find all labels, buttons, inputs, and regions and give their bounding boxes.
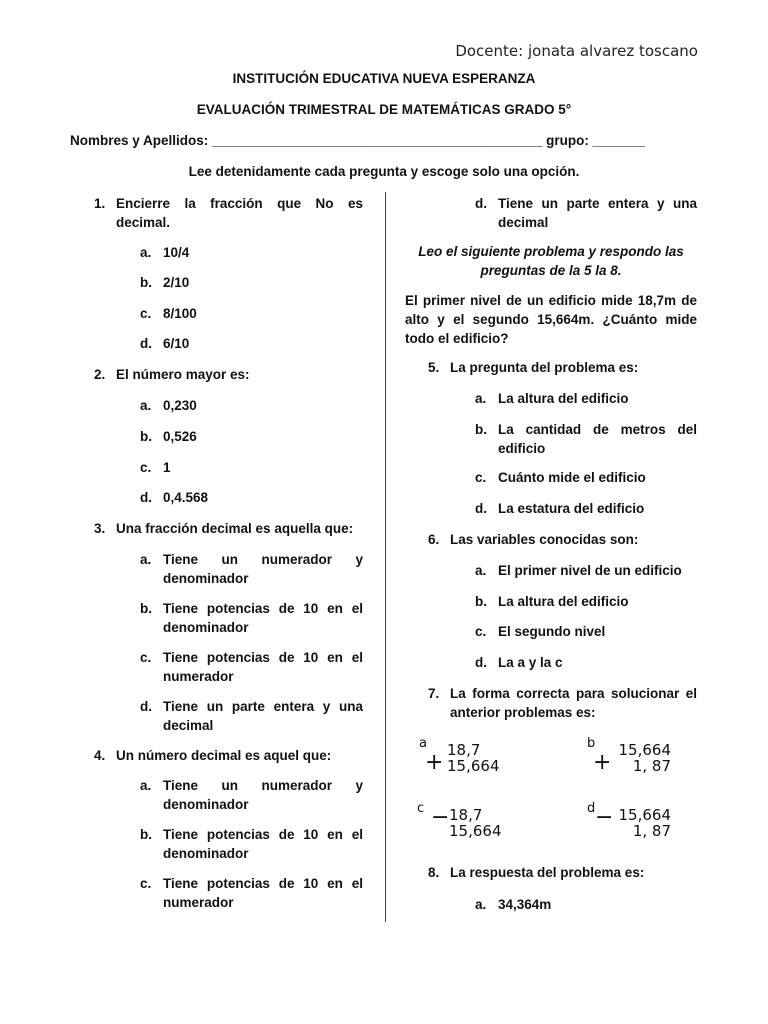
option-letter: b. <box>140 275 152 290</box>
minus-sign-icon: − <box>595 805 614 830</box>
option-letter: d. <box>140 699 152 714</box>
option-letter: a. <box>140 552 152 567</box>
option-text: Tiene un numerador y denominador <box>163 778 363 812</box>
sum-option-b[interactable] <box>587 736 687 782</box>
sum-option-a[interactable] <box>419 736 509 782</box>
option-3d[interactable] <box>140 697 363 735</box>
option-6b[interactable] <box>475 592 697 611</box>
option-letter: d. <box>475 655 487 670</box>
option-text: 0,230 <box>163 398 197 413</box>
option-text: 0,526 <box>163 429 197 444</box>
institution-title: INSTITUCIÓN EDUCATIVA NUEVA ESPERANZA <box>232 71 536 86</box>
option-letter: c. <box>475 470 487 485</box>
left-column <box>94 194 363 914</box>
option-text: 2/10 <box>163 275 190 290</box>
option-letter: d. <box>475 501 487 516</box>
sum-bottom: 15,664 <box>447 757 500 775</box>
sum-option-c[interactable] <box>417 801 509 847</box>
option-text: La cantidad de metros del edificio <box>498 422 697 456</box>
question-text: La pregunta del problema es: <box>450 360 639 375</box>
question-1 <box>94 194 363 232</box>
option-4d[interactable] <box>475 194 697 232</box>
sum-bottom: 1, 87 <box>632 757 671 775</box>
option-letter: c. <box>140 650 152 665</box>
option-letter: c. <box>140 460 152 475</box>
option-2d[interactable] <box>140 488 363 507</box>
option-text: Tiene un parte entera y una decimal <box>163 699 363 733</box>
option-8a[interactable] <box>475 895 697 914</box>
option-text: 34,364m <box>498 897 552 912</box>
option-text: Tiene potencias de 10 en el denominador <box>163 601 363 635</box>
sum-top: 15,664 <box>618 741 671 759</box>
option-5c[interactable] <box>475 468 697 487</box>
option-letter: b. <box>475 422 487 437</box>
sum-option-d[interactable] <box>587 801 687 847</box>
option-text: La estatura del edificio <box>498 501 645 516</box>
option-2b[interactable] <box>140 427 363 446</box>
option-6c[interactable] <box>475 622 697 641</box>
question-text: La forma correcta para solucionar el anterior problemas es: <box>450 686 697 720</box>
option-text: La altura del edificio <box>498 391 629 406</box>
question-text: El número mayor es: <box>116 367 250 382</box>
question-number: 2. <box>94 367 106 382</box>
question-number: 5. <box>428 360 440 375</box>
option-letter: b. <box>140 429 152 444</box>
option-letter: d. <box>475 196 487 211</box>
sum-letter: a <box>419 736 427 751</box>
minus-sign-icon: − <box>431 805 450 830</box>
option-letter: d. <box>140 336 152 351</box>
option-text: La altura del edificio <box>498 594 629 609</box>
teacher-name: Docente: jonata alvarez toscano <box>455 42 698 60</box>
sum-letter: b <box>587 736 596 751</box>
option-text: Tiene potencias de 10 en el numerador <box>163 650 363 684</box>
option-letter: a. <box>475 563 487 578</box>
option-letter: a. <box>475 391 487 406</box>
option-text: 10/4 <box>163 245 190 260</box>
option-letter: b. <box>140 601 152 616</box>
option-text: Cuánto mide el edificio <box>498 470 646 485</box>
sum-bottom: 15,664 <box>449 822 502 840</box>
option-letter: a. <box>140 245 152 260</box>
name-group-line: Nombres y Apellidos: ____________________________________________ grupo: _______ <box>70 133 646 148</box>
question-number: 4. <box>94 748 106 763</box>
option-text: El segundo nivel <box>498 624 606 639</box>
question-text: Encierre la fracción que No es decimal. <box>116 196 363 230</box>
question-7 <box>428 684 697 722</box>
option-text: Tiene potencias de 10 en el numerador <box>163 876 363 910</box>
option-4a[interactable] <box>140 776 363 814</box>
sum-letter: c <box>417 801 425 816</box>
option-text: 8/100 <box>163 306 197 321</box>
option-text: 1 <box>163 460 171 475</box>
sum-bottom: 1, 87 <box>632 822 671 840</box>
option-5a[interactable] <box>475 389 697 408</box>
sum-top: 15,664 <box>618 806 671 824</box>
option-text: Tiene un parte entera y una decimal <box>498 196 697 230</box>
option-text: Tiene un numerador y denominador <box>163 552 363 586</box>
question-number: 3. <box>94 521 106 536</box>
option-2c[interactable] <box>140 458 363 477</box>
option-4c[interactable] <box>140 874 363 912</box>
column-divider <box>385 192 386 922</box>
option-5d[interactable] <box>475 499 697 518</box>
option-text: 6/10 <box>163 336 190 351</box>
exam-title: EVALUACIÓN TRIMESTRAL DE MATEMÁTICAS GRADO 5° <box>196 102 572 117</box>
option-text: Tiene potencias de 10 en el denominador <box>163 827 363 861</box>
option-2a[interactable] <box>140 396 363 415</box>
option-6d[interactable] <box>475 653 697 672</box>
question-text: Un número decimal es aquel que: <box>116 748 332 763</box>
option-letter: a. <box>475 897 487 912</box>
option-letter: a. <box>140 398 152 413</box>
question-6 <box>428 530 697 549</box>
question-text: Una fracción decimal es aquella que: <box>116 521 354 536</box>
option-text: La a y la c <box>498 655 563 670</box>
plus-sign-icon: + <box>425 750 444 775</box>
question-text: La respuesta del problema es: <box>450 865 645 880</box>
question-4 <box>94 746 363 765</box>
option-letter: b. <box>475 594 487 609</box>
option-1b[interactable] <box>140 273 363 292</box>
option-letter: c. <box>140 876 152 891</box>
question-8 <box>428 863 697 882</box>
question-2 <box>94 365 363 384</box>
option-letter: c. <box>475 624 487 639</box>
option-3c[interactable] <box>140 648 363 686</box>
question-text: Las variables conocidas son: <box>450 532 639 547</box>
option-6a[interactable] <box>475 561 697 580</box>
problem-statement: El primer nivel de un edificio mide 18,7m de alto y el segundo 15,664m. ¿Cuánto mide todo el edificio? <box>405 293 697 346</box>
question-5 <box>428 358 697 377</box>
option-4b[interactable] <box>140 825 363 863</box>
sum-top: 18,7 <box>447 741 481 759</box>
option-1a[interactable] <box>140 243 363 262</box>
option-text: 0,4.568 <box>163 490 209 505</box>
option-1d[interactable] <box>140 334 363 353</box>
option-letter: c. <box>140 306 152 321</box>
question-number: 8. <box>428 865 440 880</box>
plus-sign-icon: + <box>593 750 612 775</box>
option-letter: d. <box>140 490 152 505</box>
option-text: El primer nivel de un edificio <box>498 563 682 578</box>
question-3 <box>94 519 363 538</box>
sum-top: 18,7 <box>449 806 483 824</box>
question-number: 6. <box>428 532 440 547</box>
instructions: Lee detenidamente cada pregunta y escoge solo una opción. <box>188 164 580 179</box>
option-3a[interactable] <box>140 550 363 588</box>
question-number: 1. <box>94 196 106 211</box>
option-letter: b. <box>140 827 152 842</box>
option-letter: a. <box>140 778 152 793</box>
option-3b[interactable] <box>140 599 363 637</box>
right-column <box>405 194 697 934</box>
question-number: 7. <box>428 686 440 701</box>
problem-intro: Leo el siguiente problema y respondo las preguntas de la 5 la 8. <box>418 244 684 278</box>
sum-letter: d <box>587 801 596 816</box>
option-5b[interactable] <box>475 420 697 458</box>
option-1c[interactable] <box>140 304 363 323</box>
